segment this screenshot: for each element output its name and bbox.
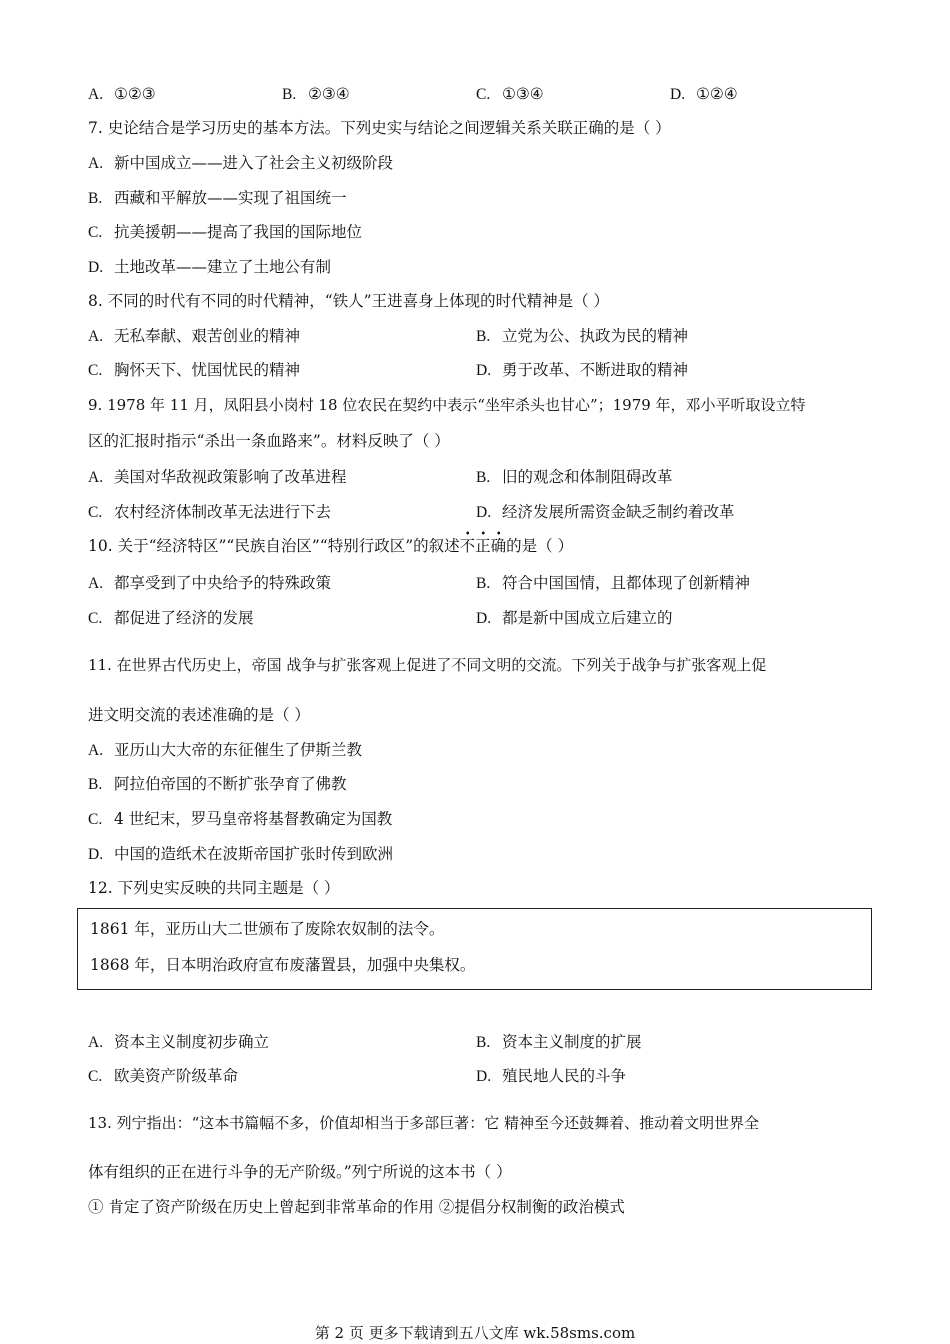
q10-option-a: A. 都享受到了中央给予的特殊政策 bbox=[88, 574, 332, 592]
q9-stem-line2: 区的汇报时指示“杀出一条血路来”。材料反映了（ ） bbox=[88, 432, 450, 450]
q13-statements: ① 肯定了资产阶级在历史上曾起到非常革命的作用 ②提倡分权制衡的政治模式 bbox=[88, 1198, 625, 1216]
q11-option-c: C. 4 世纪末，罗马皇帝将基督教确定为国教 bbox=[88, 810, 393, 828]
q8-option-b: B. 立党为公、执政为民的精神 bbox=[476, 327, 689, 345]
q9-stem-line1: 9. 1978 年 11 月，凤阳县小岗村 18 位农民在契约中表示“坐牢杀头也甘心”；1979 年，邓小平听取设立特 bbox=[88, 396, 806, 414]
q12-option-c: C. 欧美资产阶级革命 bbox=[88, 1067, 239, 1085]
page-footer: 第 2 页 更多下载请到五八文库 wk.58sms.com bbox=[314, 1324, 636, 1342]
q7-option-b: B. 西藏和平解放——实现了祖国统一 bbox=[88, 189, 347, 207]
q8-option-d: D. 勇于改革、不断进取的精神 bbox=[476, 361, 689, 379]
q13-stem-line2: 体有组织的正在进行斗争的无产阶级。”列宁所说的这本书（ ） bbox=[88, 1163, 512, 1181]
q12-stem: 12. 下列史实反映的共同主题是（ ） bbox=[88, 879, 340, 897]
q8-stem: 8. 不同的时代有不同的时代精神，“铁人”王进喜身上体现的时代精神是（ ） bbox=[88, 292, 609, 310]
q8-option-a: A. 无私奉献、艰苦创业的精神 bbox=[88, 327, 301, 345]
q7-option-a: A. 新中国成立——进入了社会主义初级阶段 bbox=[88, 154, 394, 172]
emphasis-dots: 不正确 bbox=[459, 537, 507, 555]
q11-option-d: D. 中国的造纸术在波斯帝国扩张时传到欧洲 bbox=[88, 845, 394, 863]
q7-option-c: C. 抗美援朝——提高了我国的国际地位 bbox=[88, 223, 363, 241]
q12-option-d: D. 殖民地人民的斗争 bbox=[476, 1067, 627, 1085]
q6-option-c: C. ①③④ bbox=[476, 85, 544, 103]
q11-option-a: A. 亚历山大大帝的东征催生了伊斯兰教 bbox=[88, 741, 363, 759]
q10-option-d: D. 都是新中国成立后建立的 bbox=[476, 609, 673, 627]
q9-option-a: A. 美国对华敌视政策影响了改革进程 bbox=[88, 468, 347, 486]
q10-option-c: C. 都促进了经济的发展 bbox=[88, 609, 254, 627]
q6-option-b: B. ②③④ bbox=[282, 85, 350, 103]
q11-option-b: B. 阿拉伯帝国的不断扩张孕育了佛教 bbox=[88, 775, 347, 793]
q13-stem-line1: 13. 列宁指出：“这本书篇幅不多，价值却相当于多部巨著：它 精神至今还鼓舞着、推动着文明世界全 bbox=[88, 1114, 760, 1132]
q12-material-line: 1861 年，亚历山大二世颁布了废除农奴制的法令。 bbox=[90, 920, 445, 938]
q7-option-d: D. 土地改革——建立了土地公有制 bbox=[88, 258, 332, 276]
q7-stem: 7. 史论结合是学习历史的基本方法。下列史实与结论之间逻辑关系关联正确的是（ ） bbox=[88, 119, 671, 137]
q12-option-b: B. 资本主义制度的扩展 bbox=[476, 1033, 642, 1051]
q9-option-b: B. 旧的观念和体制阻碍改革 bbox=[476, 468, 673, 486]
q8-option-c: C. 胸怀天下、忧国忧民的精神 bbox=[88, 361, 301, 379]
q9-option-c: C. 农村经济体制改革无法进行下去 bbox=[88, 503, 332, 521]
q11-stem-line1: 11. 在世界古代历史上，帝国 战争与扩张客观上促进了不同文明的交流。下列关于战争与扩张客观上促 bbox=[88, 656, 767, 674]
q12-material-line: 1868 年，日本明治政府宣布废藩置县，加强中央集权。 bbox=[90, 956, 476, 974]
q6-option-d: D. ①②④ bbox=[670, 85, 738, 103]
q6-option-a: A. ①②③ bbox=[88, 85, 156, 103]
q12-option-a: A. 资本主义制度初步确立 bbox=[88, 1033, 270, 1051]
q9-option-d: D. 经济发展所需资金缺乏制约着改革 bbox=[476, 503, 735, 521]
q11-stem-line2: 进文明交流的表述准确的是（ ） bbox=[88, 706, 310, 724]
q10-stem: 10. 关于“经济特区”“民族自治区”“特别行政区”的叙述不正确的是（ ） bbox=[88, 537, 574, 555]
q12-material-box bbox=[77, 908, 872, 990]
q10-option-b: B. 符合中国国情，且都体现了创新精神 bbox=[476, 574, 751, 592]
